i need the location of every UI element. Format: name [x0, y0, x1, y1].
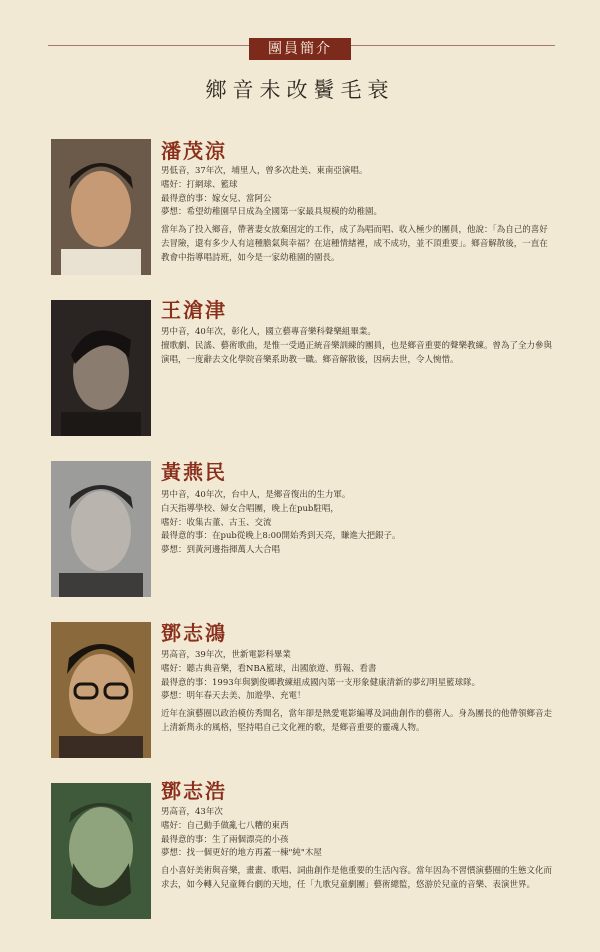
detail-line: 最得意的事：嫁女兒、當阿公 — [161, 193, 272, 204]
detail-line: 嗜好：自己動手做亂七八糟的東西 — [161, 820, 289, 831]
detail-line: 嗜好：聽古典音樂，看NBA籃球，出國旅遊、剪報、看書 — [161, 663, 377, 674]
detail-line: 最得意的事：生了兩個漂亮的小孩 — [161, 834, 289, 845]
detail-line: 最得意的事：在pub從晚上8:00開始秀到天亮，賺進大把銀子。 — [161, 531, 401, 542]
detail-line: 男中音，40年次，彰化人，國立藝專音樂科聲樂組畢業。 — [161, 327, 376, 337]
detail-line: 嗜好：收集古董、古玉、交流 — [161, 517, 272, 528]
detail-line: 最得意的事：1993年與劉俊卿教練組成國內第一支形象健康清新的夢幻明星籃球隊。 — [161, 677, 481, 688]
member-bio: 近年在演藝圈以政治模仿秀聞名，當年卻是熱愛電影編導及詞曲創作的藝術人。身為團長的他帶領鄉音走上清新雋永的風格，堅持唱自己文化裡的歌，是鄉音重要的靈魂人物。 — [161, 709, 553, 733]
detail-line: 男高音，39年次，世新電影科畢業 — [161, 650, 291, 660]
detail-line: 夢想：到黃河邊指揮萬人大合唱 — [161, 545, 281, 556]
detail-line: 男低音，37年次，埔里人，曾多次赴美、東南亞演唱。 — [161, 166, 368, 176]
detail-line: 夢想：希望幼稚園早日成為全國第一家最具規模的幼稚園。 — [161, 207, 383, 218]
member-photo — [51, 783, 151, 919]
detail-line: 夢想：找一個更好的地方再蓋一棟"純"木屋 — [161, 848, 322, 859]
detail-line: 嗜好：打網球、籃球 — [161, 179, 238, 190]
member-name: 王滄津 — [161, 298, 227, 322]
member-details — [161, 806, 555, 893]
detail-line: 男中音，40年次，台中人，是鄉音復出的生力軍。 — [161, 490, 351, 500]
section-tag: 團員簡介 — [249, 38, 351, 60]
detail-line: 男高音，43年次 — [161, 807, 223, 817]
member-bio: 擅歌劇、民謠、藝術歌曲，是惟一受過正統音樂訓練的團員，也是鄉音重要的聲樂教練。曾為了全力參與演唱，一度辭去文化學院音樂系助教一職。鄉音解散後，因病去世，令人惋惜。 — [161, 340, 553, 365]
member-name: 鄧志浩 — [161, 779, 227, 803]
member-photo — [51, 461, 151, 597]
detail-line: 夢想：明年春天去美、加遊學、充電！ — [161, 691, 306, 702]
member-photo — [51, 622, 151, 758]
member-name: 潘茂涼 — [161, 139, 227, 163]
member-name: 鄧志鴻 — [161, 621, 227, 645]
member-details — [161, 165, 555, 266]
page-subtitle: 鄉音未改鬢毛衰 — [205, 78, 395, 102]
member-bio: 當年為了投入鄉音，帶著妻女放棄固定的工作，成了為唱而唱、收入極少的團員，他說：「為自己的喜好去冒險，還有多少人有這種膽氣與幸福？在這種情緒裡，成不成功，並不頂重要」。鄉音解散後，一直在教會中指導唱詩班，如今是一家幼稚園的園長。 — [161, 225, 548, 263]
member-details — [161, 489, 555, 558]
member-details — [161, 649, 555, 736]
detail-line: 白天指導學校、婦女合唱團，晚上在pub駐唱， — [161, 503, 339, 514]
member-photo — [51, 139, 151, 275]
member-name: 黃燕民 — [161, 460, 227, 484]
member-photo — [51, 300, 151, 436]
member-bio: 自小喜好美術與音樂，畫畫、歌唱、詞曲創作是他重要的生活內容。當年因為不習慣演藝圈的生態文化而求去，如今轉入兒童舞台劇的天地，任「九歌兒童劇團」藝術總監，悠游於兒童的音樂、表演世界。 — [161, 866, 553, 890]
member-details — [161, 326, 555, 367]
